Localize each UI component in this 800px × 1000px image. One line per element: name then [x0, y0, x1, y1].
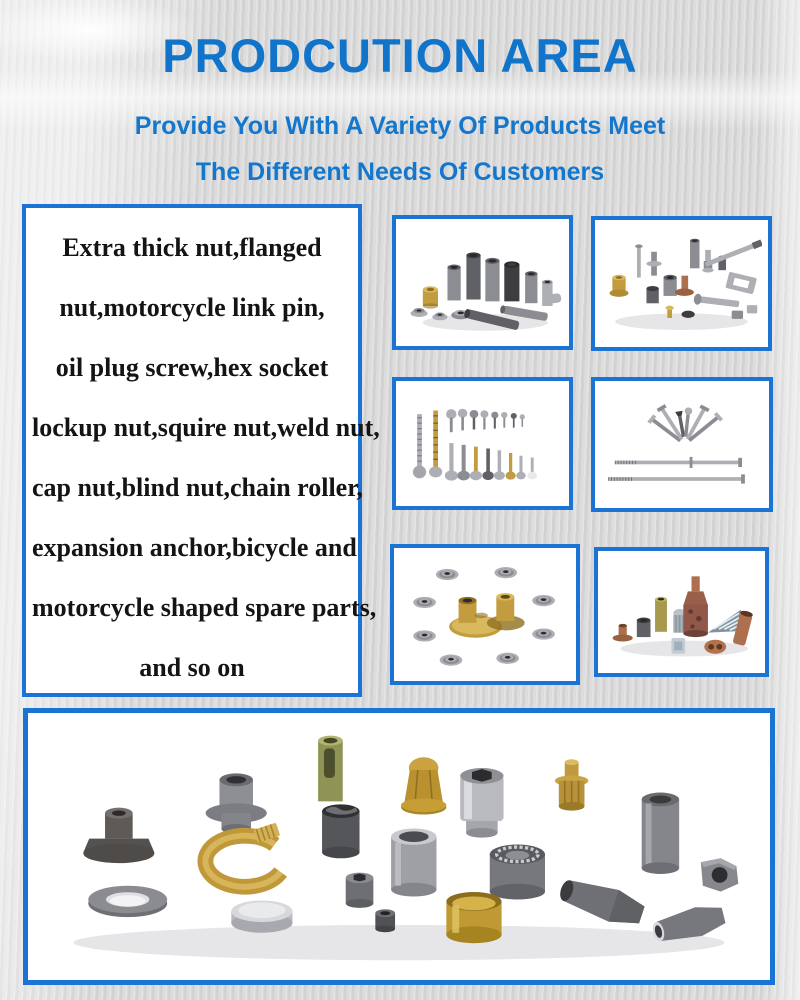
- product-description-box: [22, 204, 380, 697]
- dark-knurled-cylinder: [637, 618, 651, 638]
- photo-panel-screws: [392, 377, 573, 510]
- bolt-fan: [647, 404, 723, 444]
- tapered-bushing-1: [556, 873, 647, 931]
- long-left-screws: [413, 411, 442, 479]
- gold-t-nut: [610, 275, 629, 297]
- double-hole-piece: [704, 640, 726, 654]
- olive-slotted-tube: [318, 736, 343, 802]
- bushings-photo: [402, 225, 563, 340]
- square-block: [671, 638, 685, 654]
- copper-bottle: [683, 576, 708, 637]
- description-line: oil plug screw,hex socket: [55, 353, 329, 382]
- zinc-disc: [231, 900, 292, 932]
- angle-bracket: [725, 272, 757, 295]
- photo-panel-bushings: [392, 215, 573, 350]
- photo-panel-copper-parts: [594, 547, 769, 677]
- photo-panel-main-parts: [23, 708, 775, 985]
- long-rod: [704, 240, 762, 268]
- lying-bolt: [693, 293, 740, 309]
- description-line: cap nut,blind nut,chain roller,: [32, 473, 363, 502]
- gold-acorn-lug-nut: [401, 757, 446, 814]
- dark-barrel-torn: [322, 804, 359, 858]
- copper-rivet: [613, 624, 633, 642]
- standing-sleeves: [447, 252, 552, 306]
- dark-flanged-bushing: [83, 808, 154, 864]
- long-rod-2: [609, 474, 745, 483]
- photo-panel-long-bolts: [591, 377, 773, 512]
- description-line: lockup nut,squire nut,weld nut,: [32, 413, 380, 442]
- gold-c-clamp: [205, 823, 280, 887]
- t-nuts-photo: [400, 554, 570, 675]
- photo-panel-t-nuts: [390, 544, 580, 685]
- flanged-nuts: [411, 308, 471, 320]
- description-line: expansion anchor,bicycle and: [32, 533, 357, 562]
- copper-parts-photo: [604, 557, 759, 667]
- small-pins: [635, 244, 677, 303]
- screws-photo: [402, 387, 563, 500]
- main-parts-photo: [34, 719, 764, 974]
- top-row-screws: [446, 409, 525, 433]
- hex-socket-small: [346, 873, 374, 908]
- description-line: motorcycle shaped spare parts,: [32, 593, 377, 622]
- gold-open-cup: [446, 892, 501, 943]
- vertical-tube: [690, 239, 699, 269]
- description-line: Extra thick nut,flanged: [62, 233, 322, 262]
- gray-flanged-bushing: [206, 773, 267, 833]
- brass-sleeve: [655, 597, 667, 632]
- subtitle-line-2: The Different Needs Of Customers: [195, 158, 605, 186]
- tiny-nut: [375, 909, 395, 932]
- tall-gray-sleeve: [642, 793, 679, 874]
- fittings-photo: [601, 226, 762, 341]
- brass-flanged-pin: [555, 759, 589, 810]
- brass-t-nut-standing: [487, 593, 525, 630]
- photo-panel-fittings: [591, 216, 772, 351]
- subtitle-line-1: Provide You With A Variety Of Products Meet: [134, 112, 666, 140]
- chrome-socket: [460, 768, 503, 838]
- long-rod-1: [615, 457, 742, 468]
- washer-ring: [88, 886, 167, 917]
- long-bolts-photo: [601, 387, 763, 502]
- gold-insert-nut: [423, 286, 438, 308]
- bottom-row-screws: [445, 443, 537, 481]
- page-title: PRODCUTION AREA: [162, 29, 638, 82]
- silver-big-sleeve: [391, 828, 436, 896]
- description-line: nut,motorcycle link pin,: [59, 293, 325, 322]
- description-line: and so on: [139, 653, 245, 682]
- hex-nut-lying: [701, 858, 738, 891]
- bearing-ring-part: [490, 845, 545, 900]
- brass-trumpet: [675, 276, 694, 296]
